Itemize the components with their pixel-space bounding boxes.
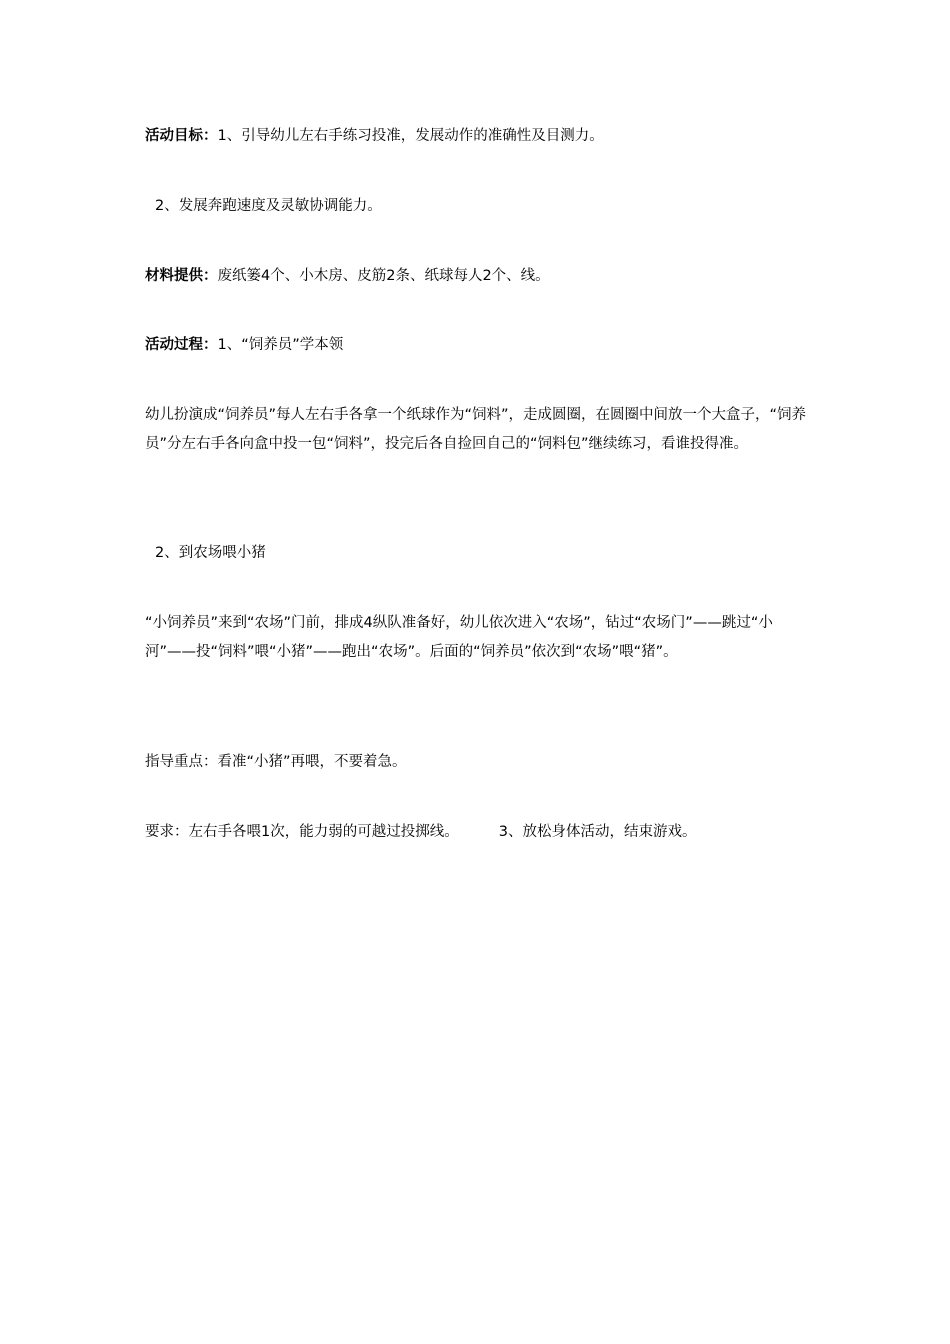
materials-label: 材料提供：: [145, 268, 218, 284]
goal-paragraph: [145, 122, 815, 151]
document-page: [145, 0, 815, 1344]
guidance-paragraph: 指导重点：看准“小猪”再喂，不要着急。: [145, 754, 407, 770]
materials-text: 废纸篓4个、小木房、皮筋2条、纸球每人2个、线。: [217, 268, 550, 284]
process-step-1-title: 1、“饲养员”学本领: [217, 337, 344, 353]
goal-label: 活动目标：: [145, 128, 218, 144]
process-label: 活动过程：: [145, 337, 218, 353]
process-step-2-title: 2、到农场喂小猪: [155, 545, 266, 561]
materials-paragraph: [145, 262, 815, 291]
goal-item-2: 2、发展奔跑速度及灵敏协调能力。: [155, 198, 382, 214]
goal-item-1: 1、引导幼儿左右手练习投准，发展动作的准确性及目测力。: [217, 128, 604, 144]
process-paragraph: [145, 331, 815, 360]
process-step-1-text: 幼儿扮演成“饲养员”每人左右手各拿一个纸球作为“饲料”，走成圆圈，在圆圈中间放一个大盒子，“饲养员”分左右手各向盒中投一包“饲料”，投完后各自捡回自己的“饲料包”继续练习，看谁投得准。: [145, 407, 807, 452]
requirement-paragraph: [145, 818, 815, 847]
process-step-2-text: “小饲养员”来到“农场”门前，排成4纵队准备好，幼儿依次进入“农场”，钻过“农场门”——跳过“小河”——投“饲料”喂“小猪”——跑出“农场”。后面的“饲养员”依次到“农场”喂“猪”。: [145, 615, 773, 660]
process-step-3: 3、放松身体活动，结束游戏。: [498, 824, 697, 840]
requirement-text: 要求：左右手各喂1次，能力弱的可越过投掷线。: [145, 824, 459, 840]
